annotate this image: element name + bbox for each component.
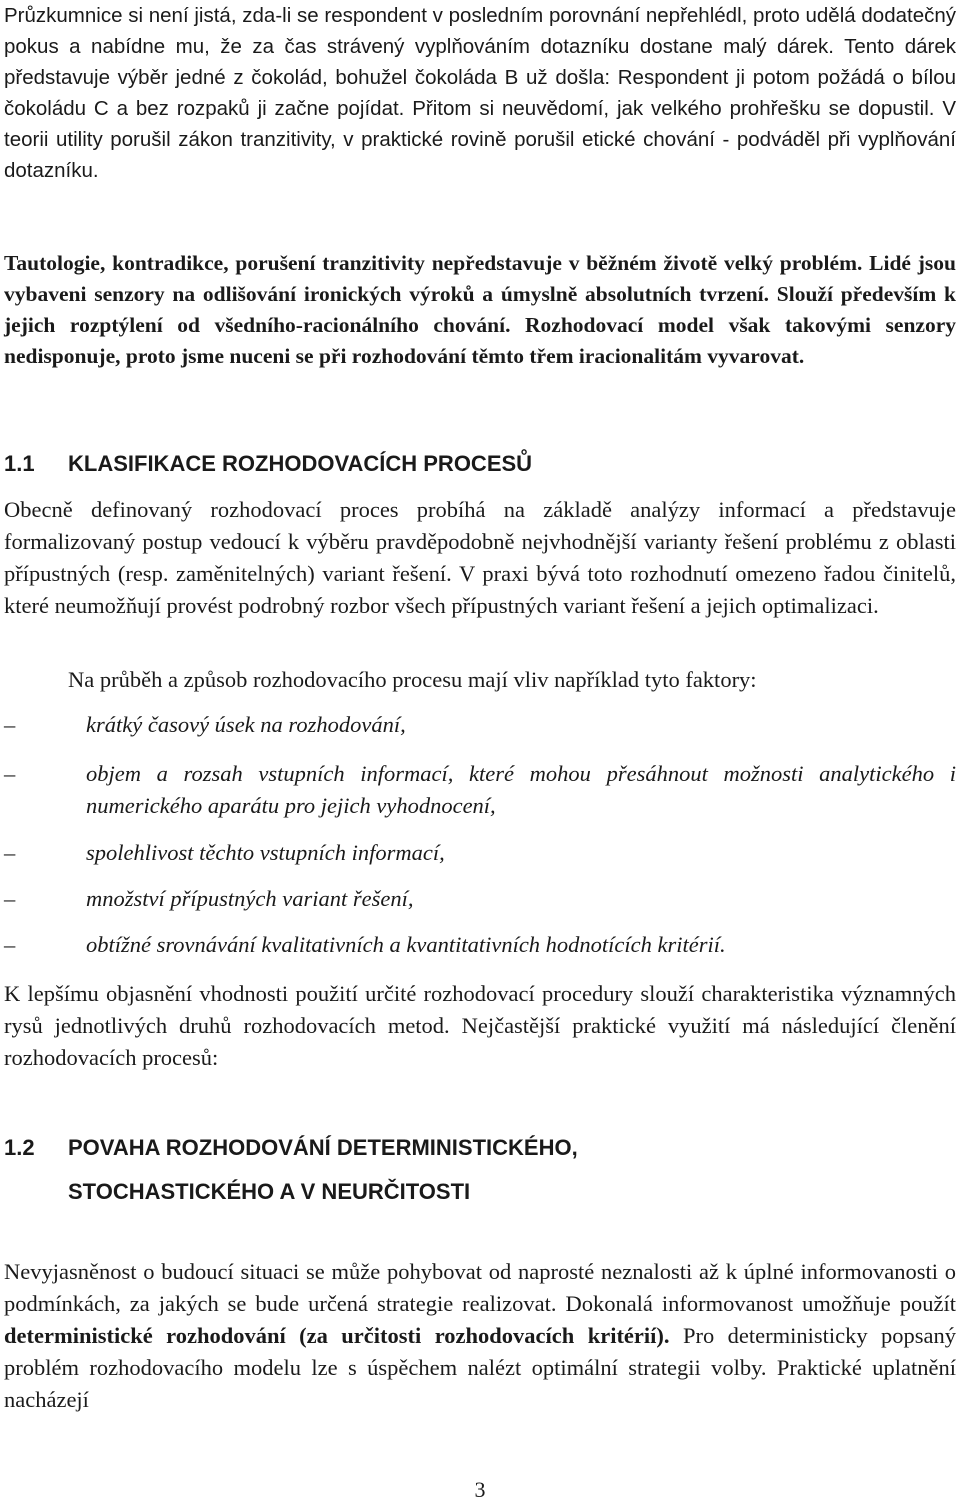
section-heading-1-1 — [4, 450, 532, 478]
list-dash: – — [4, 932, 16, 957]
section-title: KLASIFIKACE ROZHODOVACÍCH PROCESŮ — [68, 451, 533, 476]
after-list-text: K lepšímu objasnění vhodnosti použití určité rozhodovací procedury slouží charakteristika významných rysů jednotlivých druhů rozhodovacích metod. Nejčastější praktické využití má následující členění rozhodovacích procesů: — [4, 981, 956, 1070]
section-title-line-1: POVAHA ROZHODOVÁNÍ DETERMINISTICKÉHO, — [68, 1135, 578, 1160]
page-number: 3 — [474, 1477, 486, 1502]
list-dash: – — [4, 712, 16, 737]
section-2-text-end: Pro deterministicky popsaný problém rozhodovacího modelu lze s úspěchem nalézt optimální strategii volby. Praktické uplatnění nacházejí — [4, 1323, 956, 1412]
list-item-text: spolehlivost těchto vstupních informací, — [86, 840, 445, 865]
list-item — [4, 883, 956, 915]
factors-intro-text: Na průběh a způsob rozhodovacího procesu mají vliv například tyto faktory: — [68, 667, 757, 692]
list-item-text: krátký časový úsek na rozhodování, — [86, 712, 406, 737]
section-number: 1.1 — [4, 451, 35, 476]
list-item-text: obtížné srovnávání kvalitativních a kvantitativních hodnotících kritérií. — [86, 932, 726, 957]
list-item-text: množství přípustných variant řešení, — [86, 886, 414, 911]
section-1-paragraph — [4, 494, 956, 622]
section-2-bold-text: deterministické rozhodování (za určitosti rozhodovacích kritérií). — [4, 1323, 670, 1348]
section-heading-1-2 — [4, 1134, 578, 1204]
intro-paragraph — [4, 0, 956, 186]
bold-paragraph — [4, 248, 956, 372]
bold-text-1: Tautologie, kontradikce, porušení tranzitivity nepředstavuje v běžném životě velký problém. Lidé jsou vybaveni senzory na odlišování ironických výroků a úmyslně absolutních tvrzení. Slouží především k jejich rozptýlení od všedního-racionálního chování. — [4, 251, 956, 337]
section-number: 1.2 — [4, 1135, 35, 1160]
intro-text: Průzkumnice si není jistá, zda-li se respondent v posledním porovnání nepřehlédl, proto udělá dodatečný pokus a nabídne mu, že za čas strávený vyplňováním dotazníku dostane malý dárek. Tento dárek představuje výběr jedné z čokolád, bohužel čokoláda B už došla: Respondent ji potom požádá o bílou čokoládu C a bez rozpaků ji začne pojídat. Přitom si neuvědomí, jak velkého prohřešku se dopustil. V teorii utility porušil zákon tranzitivity, v praktické rovině porušil etické chování - podváděl při vyplňování dotazníku. — [4, 4, 956, 182]
list-dash: – — [4, 761, 16, 786]
section-title-line-2: STOCHASTICKÉHO A V NEURČITOSTI — [68, 1179, 471, 1204]
bold-text-2: Rozhodovací model však takovými senzory nedisponuje, proto jsme nuceni se při rozhodování těmto třem iracionalitám vyvarovat. — [4, 313, 956, 368]
section-1-text: Obecně definovaný rozhodovací proces probíhá na základě analýzy informací a představuje formalizovaný postup vedoucí k výběru pravděpodobně nejvhodnější varianty řešení problému z oblasti přípustných (resp. zaměnitelných) variant řešení. V praxi bývá toto rozhodnutí omezeno řadou činitelů, které neumožňují provést podrobný rozbor všech přípustných variant řešení a jejich optimalizaci. — [4, 497, 956, 618]
after-list-paragraph — [4, 978, 956, 1074]
section-2-text-start: Nevyjasněnost o budoucí situaci se může pohybovat od naprosté neznalosti až k úplné informovanosti o podmínkách, za jakých se bude určená strategie realizovat. Dokonalá informovanost umožňuje použít — [4, 1259, 956, 1316]
list-item — [4, 709, 956, 741]
factors-intro — [4, 664, 956, 696]
section-2-paragraph — [4, 1256, 956, 1416]
list-dash: – — [4, 886, 16, 911]
list-item — [4, 758, 956, 822]
list-item — [4, 929, 956, 961]
list-dash: – — [4, 840, 16, 865]
list-item — [4, 837, 956, 869]
list-item-text: objem a rozsah vstupních informací, které mohou přesáhnout možnosti analytického i numerického aparátu pro jejich vyhodnocení, — [86, 761, 956, 818]
